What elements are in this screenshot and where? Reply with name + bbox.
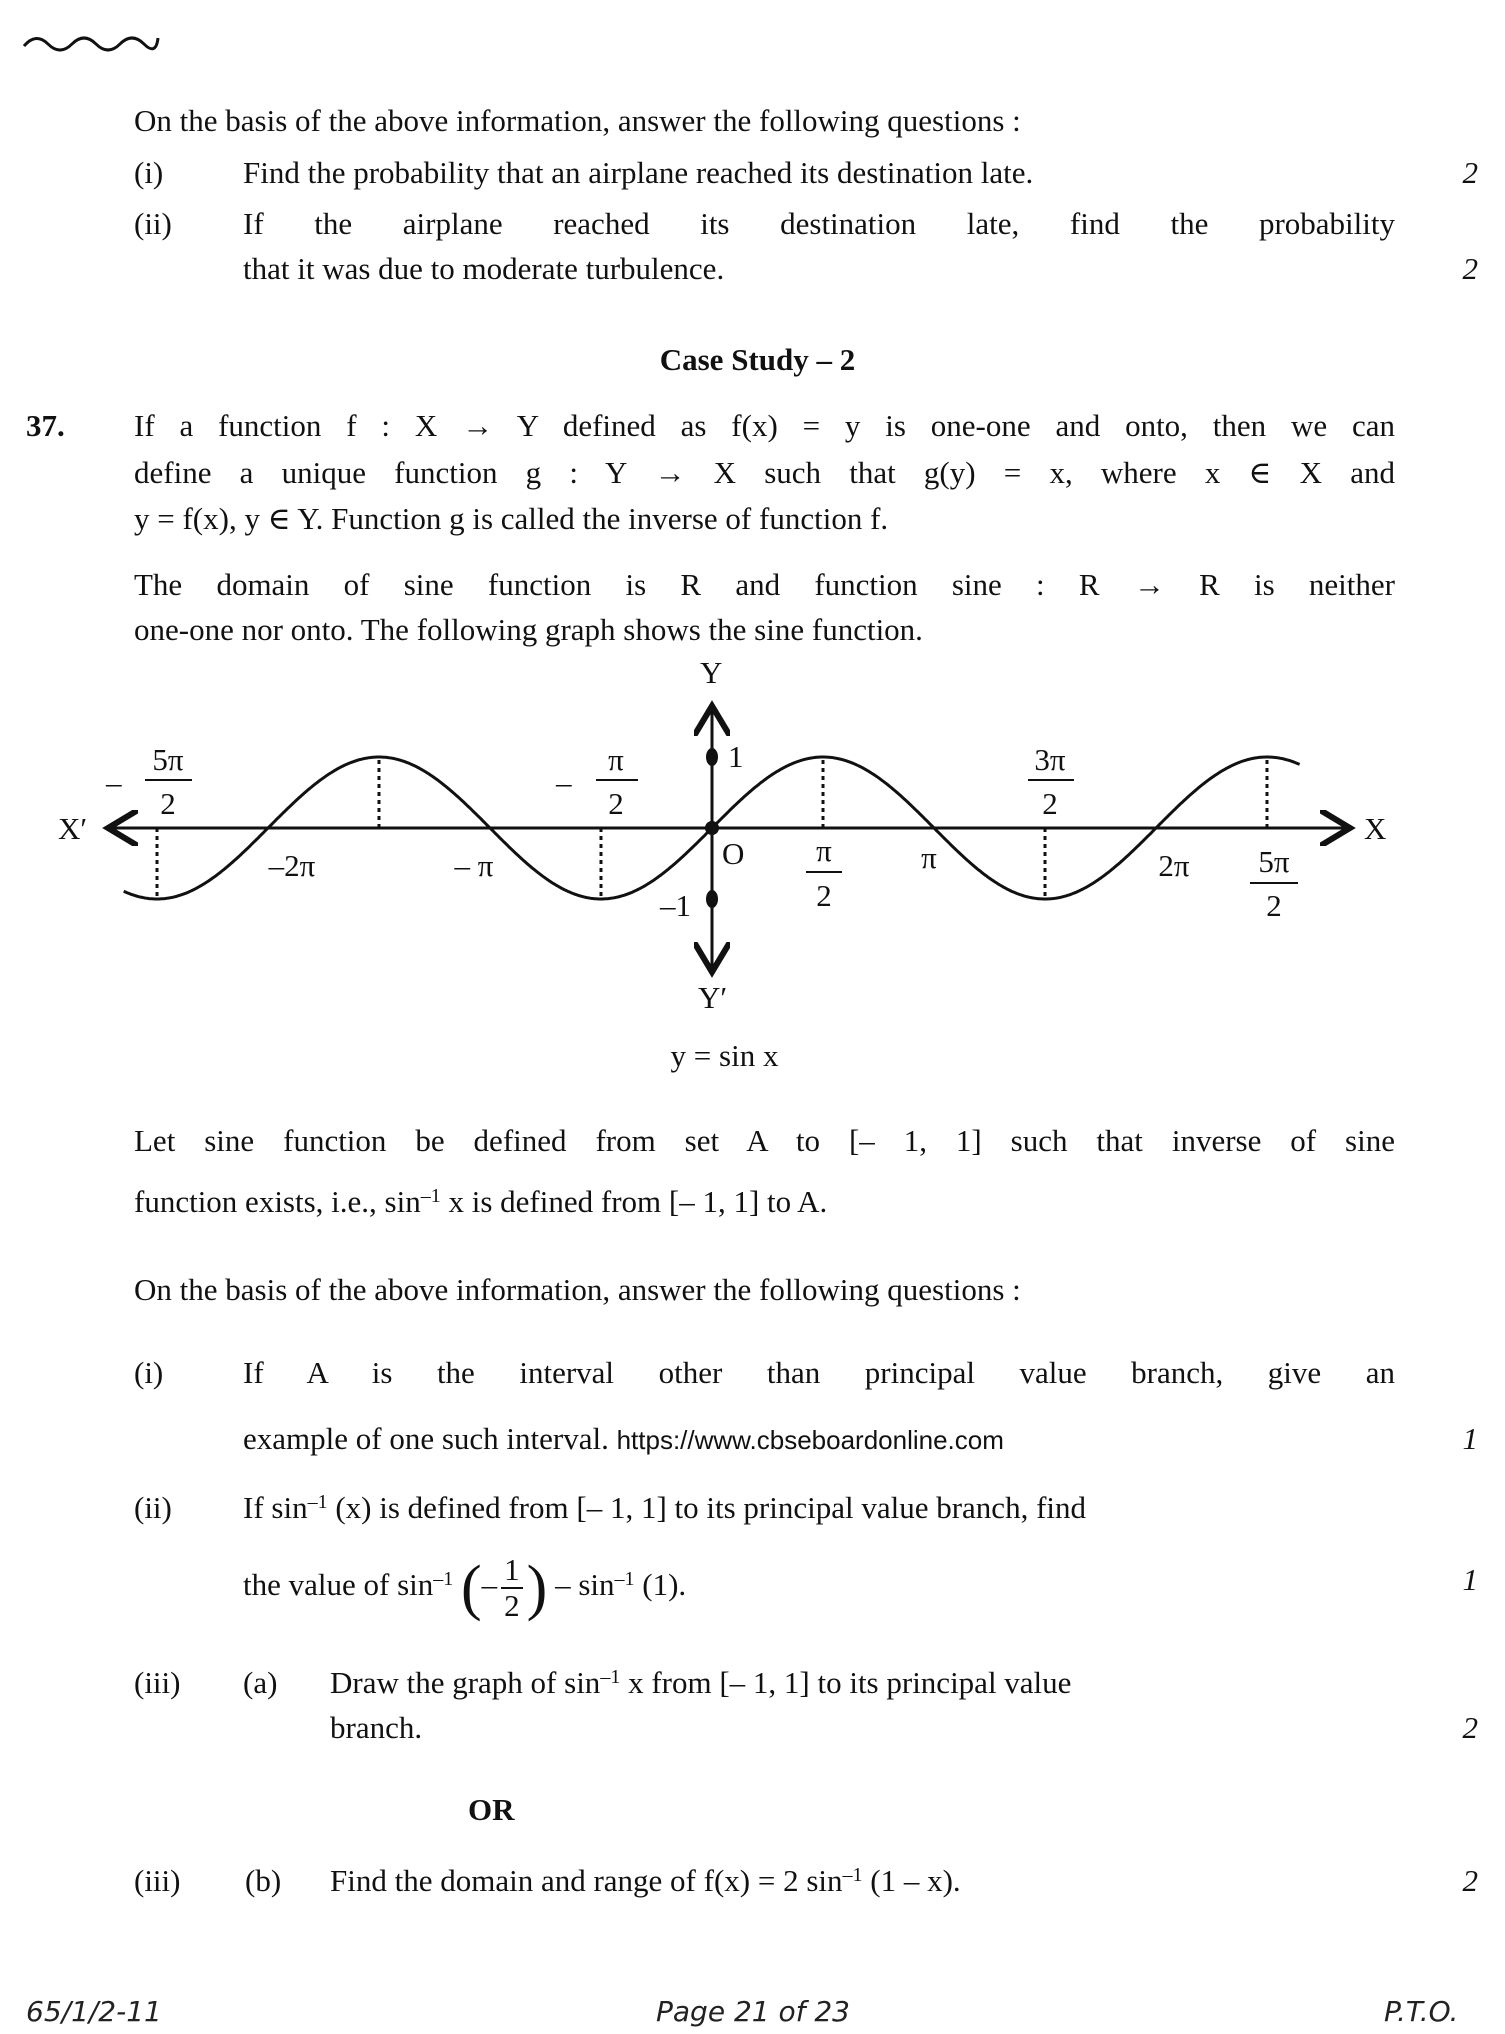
tick-num: 5π — [152, 742, 184, 777]
numerator: 1 — [501, 1553, 523, 1589]
question-num: (ii) — [134, 1490, 172, 1525]
origin-label: O — [722, 836, 745, 871]
page-number: Page 21 of 23 — [656, 1995, 850, 2028]
tick-num: π — [608, 742, 624, 777]
text: x from [– 1, 1] to its principal value — [620, 1665, 1072, 1700]
question-number: 37. — [26, 408, 65, 443]
marks: 1 — [1462, 1562, 1478, 1597]
paragraph-line: define a unique function g : Y → X such that g(y) = x, where x ∈ X and — [134, 455, 1395, 490]
question-text — [243, 1545, 686, 1625]
x-neg-axis-label: X′ — [58, 811, 88, 846]
tick-num: π — [816, 833, 832, 868]
paren: ( — [461, 1553, 482, 1622]
paragraph-line — [134, 1184, 827, 1220]
tick-den: 2 — [1266, 888, 1282, 923]
tick-pi: π — [921, 840, 937, 875]
marks: 2 — [1462, 251, 1478, 286]
question-text: branch. — [330, 1710, 423, 1745]
question-num: (i) — [134, 1355, 164, 1390]
text: Find the domain and range of f(x) = 2 sin — [330, 1863, 843, 1898]
marks: 2 — [1462, 155, 1478, 190]
sub-label: (a) — [243, 1665, 278, 1700]
text: If sin — [243, 1490, 308, 1525]
point-minus-one — [706, 890, 718, 908]
paragraph-line: y = f(x), y ∈ Y. Function g is called the inverse of function f. — [134, 501, 889, 536]
text: x is defined from [– 1, 1] to A. — [440, 1184, 828, 1219]
denominator: 2 — [504, 1587, 520, 1623]
text: the value of sin — [243, 1567, 434, 1602]
watermark-url[interactable]: https://www.cbseboardonline.com — [616, 1425, 1004, 1455]
superscript: –1 — [614, 1568, 635, 1590]
marks: 2 — [1462, 1863, 1478, 1898]
paper-code: 65/1/2-11 — [26, 1995, 162, 2028]
tick-den: 2 — [160, 786, 176, 821]
text: function exists, i.e., sin — [134, 1184, 421, 1219]
question-text: that it was due to moderate turbulence. — [243, 251, 725, 286]
question-num: (iii) — [134, 1863, 181, 1898]
minus: – — [481, 1567, 498, 1602]
squiggle-mark — [22, 28, 162, 58]
text: example of one such interval. — [243, 1421, 609, 1456]
tick-2pi: 2π — [1158, 848, 1190, 883]
tick-den: 2 — [1042, 786, 1058, 821]
superscript: –1 — [600, 1666, 621, 1688]
paragraph-line: Let sine function be defined from set A to [– 1, 1] such that inverse of sine — [134, 1123, 1395, 1158]
text: (x) is defined from [– 1, 1] to its principal value branch, find — [327, 1490, 1087, 1525]
superscript: –1 — [420, 1185, 441, 1207]
question-text — [330, 1863, 961, 1899]
y-neg-axis-label: Y′ — [698, 980, 728, 1015]
questions-lead: On the basis of the above information, answer the following questions : — [134, 1272, 1021, 1307]
pto-label: P.T.O. — [1384, 1995, 1459, 2028]
tick-den: 2 — [816, 878, 832, 913]
question-text: If the airplane reached its destination late, find the probability — [243, 206, 1395, 241]
tick-num: 3π — [1034, 742, 1066, 777]
superscript: –1 — [433, 1568, 454, 1590]
superscript: –1 — [307, 1491, 328, 1513]
question-text: If A is the interval other than principal value branch, give an — [243, 1355, 1395, 1390]
or-separator: OR — [468, 1792, 515, 1827]
tick-minus: – — [556, 765, 572, 800]
tick-neg-2pi: –2π — [268, 848, 316, 883]
tick-den: 2 — [608, 786, 624, 821]
paragraph-line: one-one nor onto. The following graph shows the sine function. — [134, 612, 923, 647]
intro-lead: On the basis of the above information, answer the following questions : — [134, 103, 1021, 138]
question-text — [243, 1490, 1395, 1526]
sub-label: (b) — [245, 1863, 282, 1898]
question-num: (i) — [134, 155, 164, 190]
figure-caption: y = sin x — [670, 1038, 779, 1073]
text: (1). — [634, 1567, 687, 1602]
text: – sin — [547, 1567, 615, 1602]
y-axis-label: Y — [700, 655, 723, 690]
question-text: Find the probability that an airplane reached its destination late. — [243, 155, 1034, 190]
question-num: (ii) — [134, 206, 172, 241]
tick-neg-pi: – π — [454, 848, 494, 883]
question-num: (iii) — [134, 1665, 181, 1700]
case-study-title: Case Study – 2 — [659, 342, 856, 377]
marks: 2 — [1462, 1710, 1478, 1745]
origin-point — [705, 821, 719, 835]
tick-minus: – — [106, 765, 122, 800]
text: Draw the graph of sin — [330, 1665, 601, 1700]
tick-minus-one: –1 — [660, 888, 691, 923]
marks: 1 — [1462, 1421, 1478, 1456]
text: (1 – x). — [862, 1863, 961, 1898]
point-one — [706, 748, 718, 766]
paragraph-line: If a function f : X → Y defined as f(x) = y is one-one and onto, then we can — [134, 408, 1395, 443]
superscript: –1 — [842, 1864, 863, 1886]
paren: ) — [526, 1553, 548, 1622]
tick-one: 1 — [728, 739, 744, 774]
question-text — [243, 1421, 1004, 1458]
sine-graph — [0, 650, 1505, 1070]
x-axis-label: X — [1364, 811, 1387, 846]
paragraph-line: The domain of sine function is R and function sine : R → R is neither — [134, 567, 1395, 602]
fraction — [501, 1553, 523, 1623]
question-text — [330, 1665, 1395, 1701]
tick-num: 5π — [1258, 844, 1290, 879]
